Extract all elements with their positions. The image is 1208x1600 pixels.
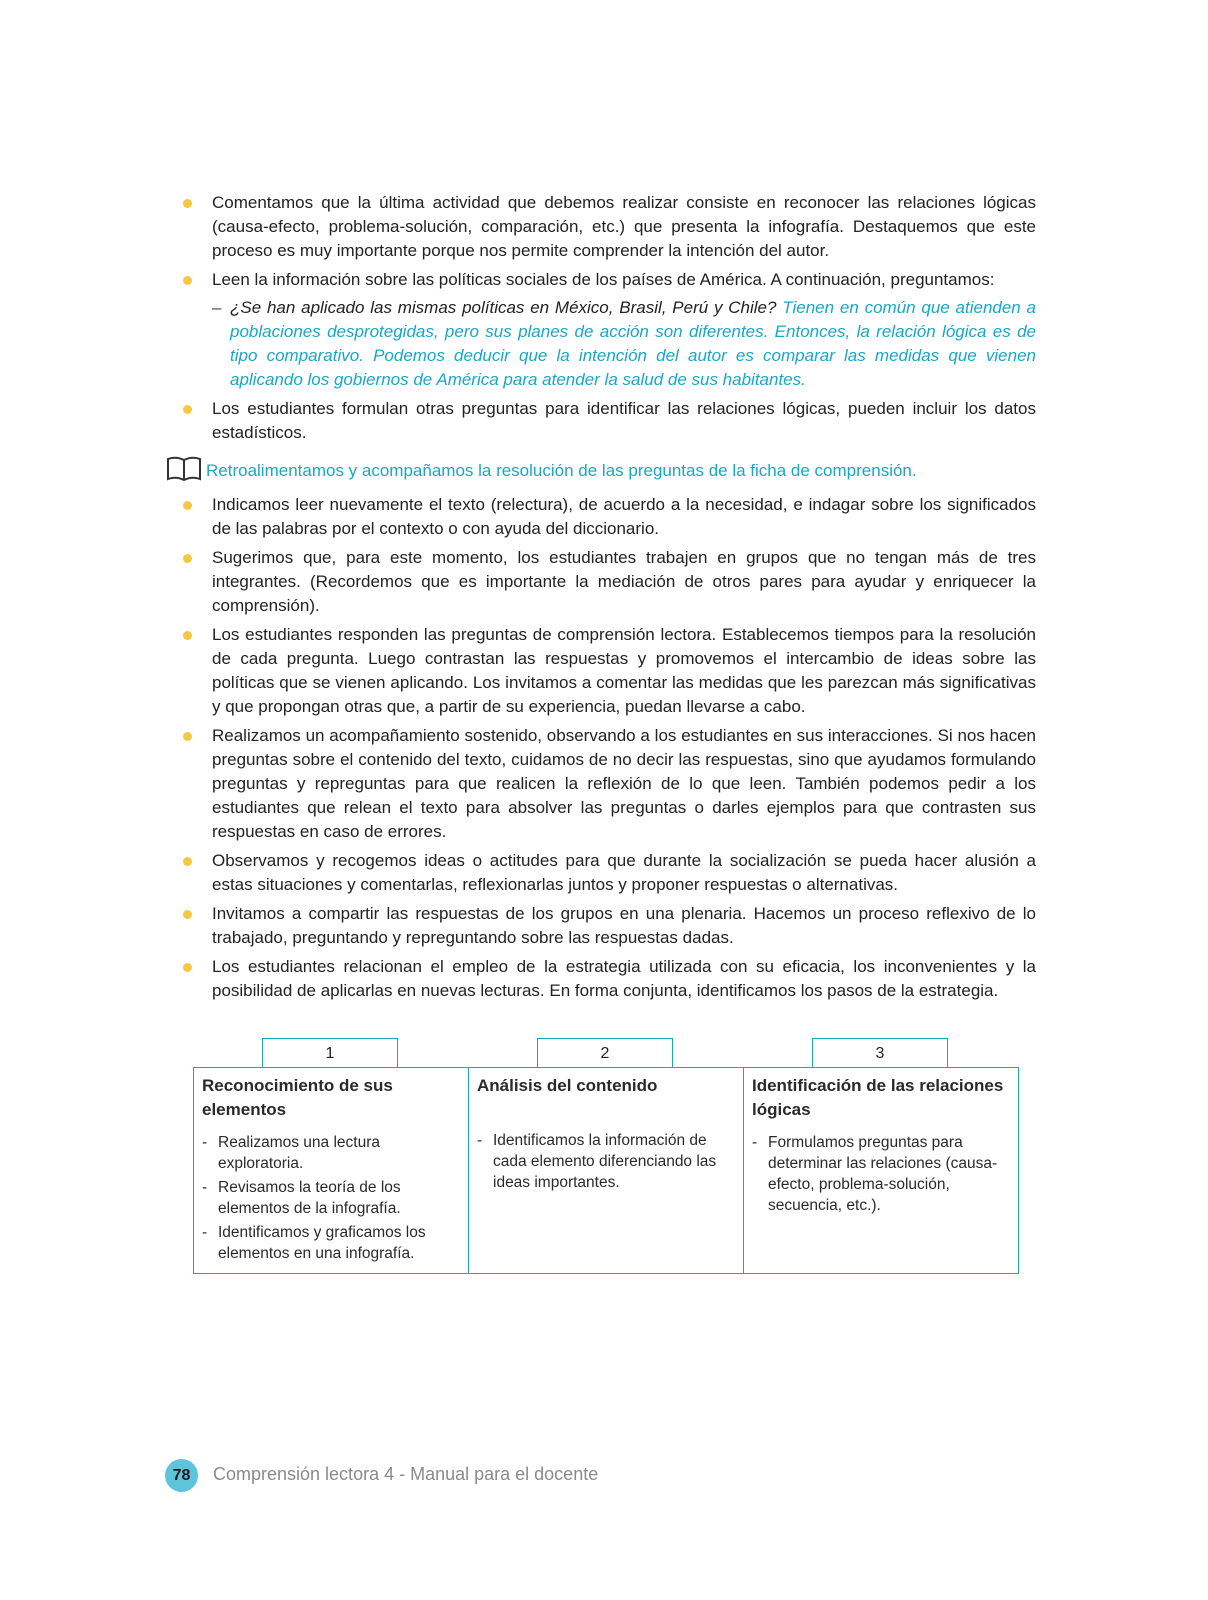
- list-item: [183, 623, 1036, 719]
- question-dash: –: [212, 298, 222, 317]
- step-box-3: [743, 1067, 1019, 1274]
- list-item: [183, 397, 1036, 445]
- bullet-dot-icon: [183, 501, 192, 510]
- step-number-2: 2: [537, 1038, 673, 1067]
- step-title: Identificación de las relaciones lógicas: [752, 1076, 1004, 1119]
- section-heading: [166, 459, 1036, 483]
- step-item-text: Formulamos preguntas para determinar las relaciones (causa-efecto, problema-solución, secuencia, etc.).: [768, 1134, 998, 1214]
- section-heading-text: Retroalimentamos y acompañamos la resolución de las preguntas de la ficha de comprensión.: [206, 461, 917, 480]
- step-item-text: Realizamos una lectura exploratoria.: [218, 1134, 380, 1172]
- open-book-icon: [166, 455, 202, 483]
- bullet-dot-icon: [183, 631, 192, 640]
- step-item-text: Identificamos la información de cada elemento diferenciando las ideas importantes.: [493, 1132, 717, 1191]
- bullet-list-bottom: [183, 493, 1036, 1003]
- list-item-text: Realizamos un acompañamiento sostenido, observando a los estudiantes en sus interacciones. Si nos hacen preguntas sobre el contenido del texto, cuidamos de no decir las respuestas, sino que ayudamos formulando preguntas y repreguntas para que realicen la reflexión de lo que leen. También podemos pedir a los estudiantes que relean el texto para absolver las preguntas o darles ejemplos para que contrasten sus respuestas en caso de errores.: [212, 726, 1036, 841]
- step-number-3: 3: [812, 1038, 948, 1067]
- guiding-question: [212, 296, 1036, 392]
- list-item-text: Los estudiantes responden las preguntas de comprensión lectora. Establecemos tiempos para la resolución de cada pregunta. Luego contrastan las respuestas y promovemos el intercambio de ideas sobre las políticas que se vienen aplicando. Los invitamos a comentar las medidas que les parezcan más significativas y que propongan otras que, a partir de su experiencia, puedan llevarse a cabo.: [212, 625, 1036, 716]
- list-item: [183, 546, 1036, 618]
- list-item-text: Observamos y recogemos ideas o actitudes para que durante la socialización se pueda hacer alusión a estas situaciones y comentarlas, reflexionarlas juntos y proponer respuestas o alternativas.: [212, 851, 1036, 894]
- main-content: [183, 191, 1036, 1008]
- list-item-text: Los estudiantes formulan otras preguntas para identificar las relaciones lógicas, pueden incluir los datos estadísticos.: [212, 399, 1036, 442]
- list-item: [183, 849, 1036, 897]
- step-box-2: [468, 1067, 744, 1274]
- step-item: [752, 1132, 1010, 1216]
- step-item-dash: -: [202, 1224, 208, 1241]
- list-item-text: Invitamos a compartir las respuestas de los grupos en una plenaria. Hacemos un proceso reflexivo de lo trabajado, preguntando y repreguntando sobre las respuestas dadas.: [212, 904, 1036, 947]
- step-item-text: Identificamos y graficamos los elementos en una infografía.: [218, 1224, 426, 1262]
- list-item-text: Comentamos que la última actividad que debemos realizar consiste en reconocer las relaciones lógicas (causa-efecto, problema-solución, comparación, etc.) que presenta la infografía. Destaquemos que este proceso es muy importante porque nos permite comprender la intención del autor.: [212, 193, 1036, 260]
- step-item-dash: -: [202, 1179, 208, 1196]
- list-item: [183, 902, 1036, 950]
- step-item: [477, 1130, 735, 1193]
- step-title: Análisis del contenido: [477, 1076, 658, 1095]
- bullet-list-top: [183, 191, 1036, 445]
- bullet-dot-icon: [183, 910, 192, 919]
- list-item-text: Indicamos leer nuevamente el texto (relectura), de acuerdo a la necesidad, e indagar sobre los significados de las palabras por el contexto o con ayuda del diccionario.: [212, 495, 1036, 538]
- step-item-dash: -: [752, 1134, 758, 1151]
- question-text: ¿Se han aplicado las mismas políticas en México, Brasil, Perú y Chile?: [230, 298, 777, 317]
- bullet-dot-icon: [183, 857, 192, 866]
- bullet-dot-icon: [183, 554, 192, 563]
- step-item-dash: -: [477, 1132, 483, 1149]
- list-item-text: Sugerimos que, para este momento, los estudiantes trabajen en grupos que no tengan más de tres integrantes. (Recordemos que es importante la mediación de otros pares para ayudar y enriquecer la comprensión).: [212, 548, 1036, 615]
- list-item: [183, 191, 1036, 263]
- bullet-dot-icon: [183, 276, 192, 285]
- step-item-list: [752, 1132, 1010, 1216]
- list-item-text: Los estudiantes relacionan el empleo de la estrategia utilizada con su eficacia, los inconvenientes y la posibilidad de aplicarlas en nuevas lecturas. En forma conjunta, identificamos los pasos de la estrategia.: [212, 957, 1036, 1000]
- bullet-dot-icon: [183, 963, 192, 972]
- step-number-1: 1: [262, 1038, 398, 1067]
- step-item-text: Revisamos la teoría de los elementos de la infografía.: [218, 1179, 401, 1217]
- list-item: [183, 724, 1036, 844]
- step-item: [202, 1222, 460, 1264]
- bullet-dot-icon: [183, 732, 192, 741]
- step-item: [202, 1132, 460, 1174]
- question-answer: Tienen en común que atienden a poblaciones desprotegidas, pero sus planes de acción son diferentes. Entonces, la relación lógica es de tipo comparativo. Podemos deducir que la intención del autor es comparar las medidas que vienen aplicando los gobiernos de América para atender la salud de sus habitantes.: [230, 298, 1036, 389]
- step-item-list: [202, 1132, 460, 1264]
- strategy-steps: [193, 1038, 1019, 1275]
- step-item-list: [477, 1130, 735, 1193]
- page-number-badge: 78: [165, 1459, 198, 1492]
- footer-title: Comprensión lectora 4 - Manual para el docente: [213, 1464, 599, 1484]
- list-item: [183, 493, 1036, 541]
- step-box-1: [193, 1067, 469, 1274]
- list-item: [183, 268, 1036, 392]
- list-item: [183, 955, 1036, 1003]
- step-item: [202, 1177, 460, 1219]
- step-item-dash: -: [202, 1134, 208, 1151]
- step-title: Reconocimiento de sus elementos: [202, 1076, 393, 1119]
- list-item-text: Leen la información sobre las políticas sociales de los países de América. A continuación, preguntamos:: [212, 270, 995, 289]
- bullet-dot-icon: [183, 199, 192, 208]
- bullet-dot-icon: [183, 405, 192, 414]
